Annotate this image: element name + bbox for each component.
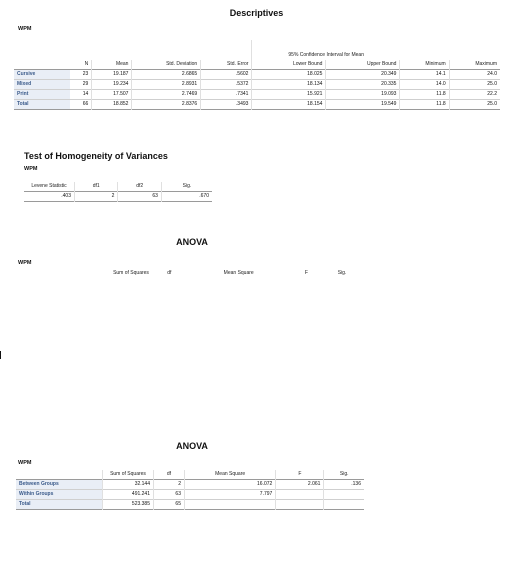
cell: 2 — [154, 480, 185, 490]
cell: 19.549 — [326, 100, 400, 110]
descriptives-header-row — [14, 60, 500, 70]
cell: 23 — [82, 71, 89, 77]
cell: 491.241 — [103, 490, 154, 500]
table-row — [24, 192, 212, 202]
cell: 14.1 — [400, 70, 449, 80]
col-header-mean: Mean — [92, 60, 132, 70]
edge-marker — [0, 351, 1, 359]
cell: 18.134 — [252, 80, 326, 90]
descriptives-table — [14, 40, 500, 110]
cell: .5372 — [201, 80, 252, 90]
row-label: Cursive — [14, 70, 70, 80]
cell: 2 — [75, 192, 118, 202]
table-row — [16, 500, 364, 510]
cell: .5602 — [201, 70, 252, 80]
cell: 11.8 — [400, 90, 449, 100]
table-row — [14, 100, 500, 110]
cell — [324, 490, 364, 500]
descriptives-variable-label: WPM — [18, 26, 32, 32]
col-header-mean-square: Mean Square — [223, 270, 254, 276]
cell: .3493 — [201, 100, 252, 110]
cell: 19.187 — [92, 70, 132, 80]
col-header-f: F — [276, 470, 324, 480]
ci-group-header: 95% Confidence Interval for Mean — [252, 40, 400, 60]
row-label: Within Groups — [16, 490, 103, 500]
row-label: Total — [14, 100, 70, 110]
cell — [184, 500, 275, 510]
homogeneity-header-row — [24, 182, 212, 192]
cell: 11.8 — [400, 100, 449, 110]
cell: 66 — [82, 101, 89, 107]
cell: .136 — [324, 480, 364, 490]
cell: 15.921 — [252, 90, 326, 100]
cell: .670 — [161, 192, 212, 202]
cell: 32.144 — [103, 480, 154, 490]
cell — [324, 500, 364, 510]
cell: 14.0 — [400, 80, 449, 90]
cell: 24.0 — [449, 70, 500, 80]
cell: 16.072 — [184, 480, 275, 490]
col-header-sig: Sig. — [337, 270, 347, 276]
cell: 17.507 — [92, 90, 132, 100]
table-row — [16, 480, 364, 490]
table-row — [16, 490, 364, 500]
homogeneity-title: Test of Homogeneity of Variances — [24, 151, 168, 161]
col-header-minimum: Minimum — [400, 60, 449, 70]
cell: 63 — [118, 192, 161, 202]
table-row — [14, 90, 500, 100]
col-header-sig: Sig. — [324, 470, 364, 480]
cell — [276, 500, 324, 510]
col-header-df: df — [154, 470, 185, 480]
cell: 2.8376 — [132, 100, 201, 110]
descriptives-title: Descriptives — [229, 8, 284, 18]
cell: 65 — [154, 500, 185, 510]
table-row — [14, 80, 500, 90]
homogeneity-table — [24, 182, 212, 202]
col-header-sig: Sig. — [161, 182, 212, 192]
cell: 14 — [82, 91, 89, 97]
cell: 25.0 — [449, 80, 500, 90]
cell: 22.2 — [449, 90, 500, 100]
table-row — [14, 70, 500, 80]
cell: 20.335 — [326, 80, 400, 90]
row-label: Between Groups — [16, 480, 103, 490]
cell: 2.061 — [276, 480, 324, 490]
anova-variable-label: WPM — [18, 460, 32, 466]
anova-empty-header-row — [108, 269, 364, 278]
col-header-levene-statistic: Levene Statistic — [31, 183, 67, 189]
col-header-upper-bound: Upper Bound — [326, 60, 400, 70]
col-header-lower-bound: Lower Bound — [252, 60, 326, 70]
col-header-df2: df2 — [118, 182, 161, 192]
anova-title: ANOVA — [176, 441, 208, 451]
cell: 523.385 — [103, 500, 154, 510]
cell: .403 — [61, 193, 71, 199]
cell: 7.797 — [184, 490, 275, 500]
col-header-sum-of-squares: Sum of Squares — [103, 470, 154, 480]
cell: 2.6865 — [132, 70, 201, 80]
cell: 63 — [154, 490, 185, 500]
cell — [276, 490, 324, 500]
anova-table — [16, 470, 364, 510]
homogeneity-variable-label: WPM — [24, 166, 38, 172]
cell: 2.7469 — [132, 90, 201, 100]
col-header-df: df — [167, 270, 172, 276]
col-header-f: F — [304, 270, 308, 276]
cell: .7341 — [201, 90, 252, 100]
col-header-sum-of-squares: Sum of Squares — [113, 270, 149, 276]
descriptives-ci-header-row — [14, 40, 500, 60]
anova-empty-table — [108, 269, 364, 278]
anova-empty-variable-label: WPM — [18, 260, 32, 266]
cell: 18.852 — [92, 100, 132, 110]
cell: 20.349 — [326, 70, 400, 80]
row-label: Print — [14, 90, 70, 100]
row-label: Total — [16, 500, 103, 510]
col-header-maximum: Maximum — [449, 60, 500, 70]
cell: 2.8931 — [132, 80, 201, 90]
cell: 18.025 — [252, 70, 326, 80]
anova-header-row — [16, 470, 364, 480]
col-header-std-error: Std. Error — [201, 60, 252, 70]
cell: 18.154 — [252, 100, 326, 110]
cell: 29 — [82, 81, 89, 87]
cell: 19.093 — [326, 90, 400, 100]
col-header-df1: df1 — [75, 182, 118, 192]
col-header-n: N — [84, 61, 89, 67]
col-header-std-deviation: Std. Deviation — [132, 60, 201, 70]
cell: 19.234 — [92, 80, 132, 90]
col-header-mean-square: Mean Square — [184, 470, 275, 480]
row-label: Mixed — [14, 80, 70, 90]
anova-empty-title: ANOVA — [176, 237, 208, 247]
cell: 25.0 — [449, 100, 500, 110]
